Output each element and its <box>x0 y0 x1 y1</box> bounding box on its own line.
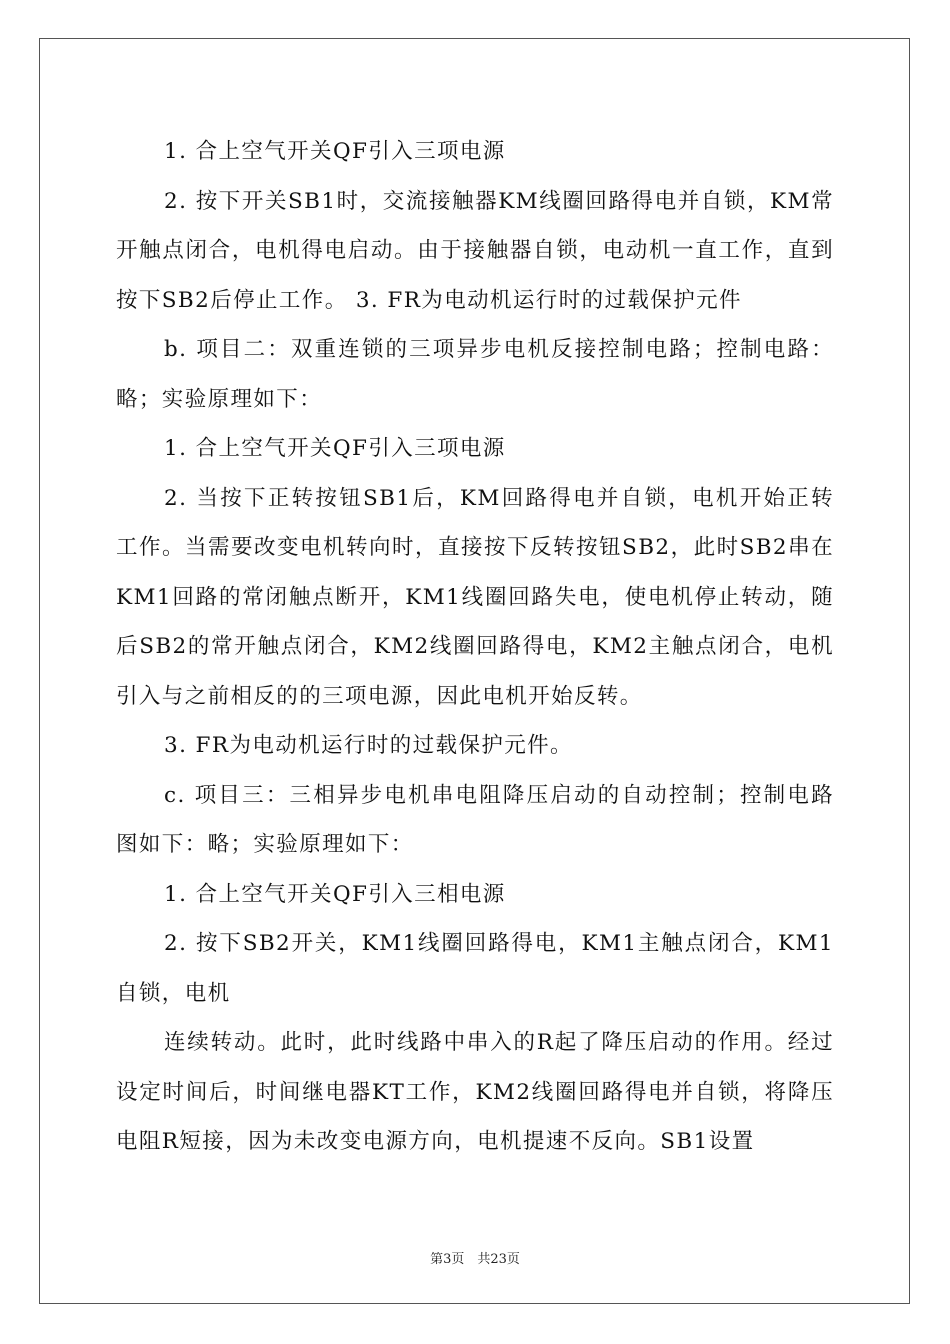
paragraph-1: 1. 合上空气开关QF引入三项电源 <box>164 139 506 164</box>
paragraph-9: 2. 按下SB2开关，KM1线圈回路得电，KM1主触点闭合，KM1自锁，电机 <box>116 931 834 1006</box>
paragraph-7: c. 项目三：三相异步电机串电阻降压启动的自动控制；控制电路图如下：略；实验原理如下： <box>116 782 834 857</box>
paragraph-4: 1. 合上空气开关QF引入三项电源 <box>164 436 506 461</box>
document-body <box>116 127 834 1167</box>
paragraph-5: 2. 当按下正转按钮SB1后，KM回路得电并自锁，电机开始正转工作。当需要改变电机转向时，直接按下反转按钮SB2，此时SB2串在KM1回路的常闭触点断开，KM1线圈回路失电，使电机停止转动，随后SB2的常开触点闭合，KM2线圈回路得电，KM2主触点闭合，电机引入与之前相反的的三项电源，因此电机开始反转。 <box>116 485 834 709</box>
paragraph-6: 3. FR为电动机运行时的过载保护元件。 <box>164 733 573 758</box>
paragraph-2: 2. 按下开关SB1时，交流接触器KM线圈回路得电并自锁，KM常开触点闭合，电机得电启动。由于接触器自锁，电动机一直工作，直到按下SB2后停止工作。 3. FR为电动机运行时的过载保护元件 <box>116 188 834 313</box>
paragraph-8: 1. 合上空气开关QF引入三相电源 <box>164 881 506 907</box>
paragraph-10: 连续转动。此时，此时线路中串入的R起了降压启动的作用。经过设定时间后，时间继电器KT工作，KM2线圈回路得电并自锁，将降压电阻R短接，因为未改变电源方向，电机提速不反向。SB1设置 <box>116 1030 834 1154</box>
page-footer: 第3页 共23页 <box>430 1252 520 1267</box>
paragraph-3: b. 项目二：双重连锁的三项异步电机反接控制电路；控制电路：略；实验原理如下： <box>116 337 834 412</box>
